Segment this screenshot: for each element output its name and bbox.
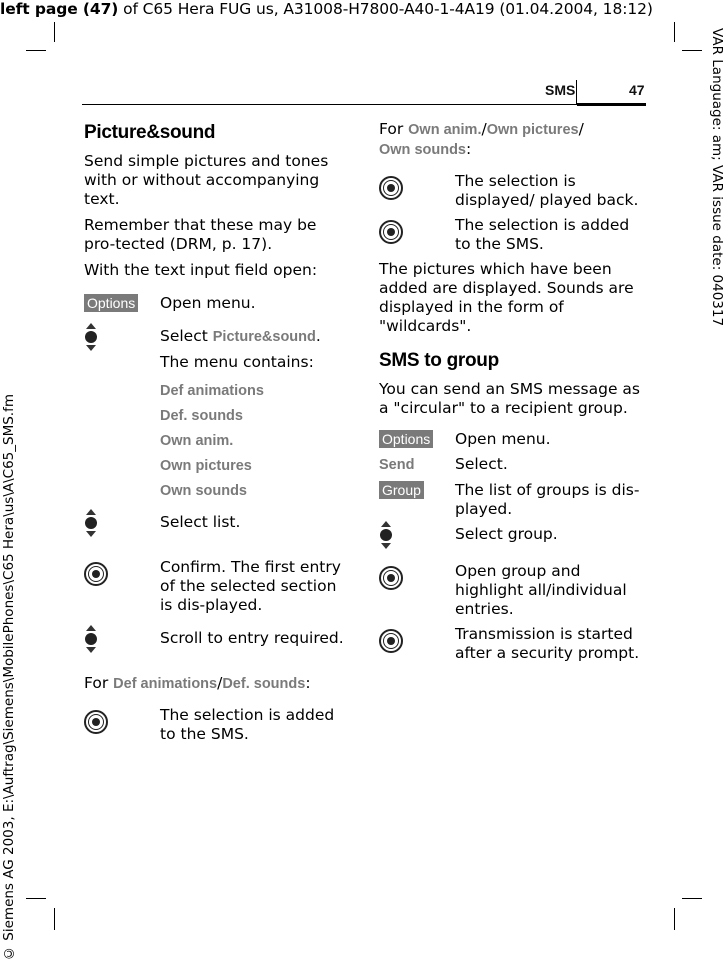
crop-mark xyxy=(674,22,675,42)
press-key-icon xyxy=(84,710,108,734)
menu-item: Own anim. xyxy=(160,433,234,449)
step-text: Select list. xyxy=(160,513,241,531)
step-text: Scroll to entry required. xyxy=(160,629,344,647)
navigation-key-icon xyxy=(84,323,98,353)
step-added xyxy=(84,706,352,744)
send-softkey: Send xyxy=(379,457,415,473)
step-text: Open menu. xyxy=(160,294,256,312)
group-softkey: Group xyxy=(379,481,424,499)
crop-mark xyxy=(54,22,55,42)
navigation-key-icon xyxy=(84,625,98,655)
separator: / xyxy=(481,120,487,138)
crop-mark xyxy=(674,908,675,930)
crop-mark xyxy=(682,50,702,51)
select-suffix: . xyxy=(315,327,321,345)
menu-ref: Own pictures xyxy=(486,122,579,138)
step-text: Open menu. xyxy=(455,430,551,448)
press-key-icon xyxy=(379,629,403,653)
step-added xyxy=(379,216,647,254)
step-text: Select. xyxy=(455,455,508,473)
file-info-line xyxy=(0,0,726,22)
step-text: Transmission is started after a security prompt. xyxy=(455,625,640,662)
options-softkey: Options xyxy=(84,294,138,312)
header-rule-thick xyxy=(577,103,646,106)
step-text: Open group and highlight all/individual entries. xyxy=(455,562,627,618)
navigation-key-icon xyxy=(84,509,98,539)
step-group xyxy=(379,481,647,519)
menu-ref: Def animations xyxy=(113,676,218,692)
for-prefix: For xyxy=(379,120,409,138)
var-language-note: VAR Language: am; VAR issue date: 040317 xyxy=(709,28,725,327)
header-divider xyxy=(576,80,577,104)
right-column xyxy=(379,120,647,669)
crop-mark xyxy=(54,908,55,930)
step-text: The selection is added to the SMS. xyxy=(160,706,335,743)
menu-ref: Own anim. xyxy=(408,122,482,138)
separator: / xyxy=(217,674,223,692)
copyright-path-note: © Siemens AG 2003, E:\Auftrag\Siemens\MobilePhones\C65 Hera\us\A\C65_SMS.fm xyxy=(1,394,17,961)
step-options xyxy=(379,430,647,449)
step-options xyxy=(84,294,352,313)
options-softkey: Options xyxy=(379,430,433,448)
for-suffix: : xyxy=(466,140,472,158)
circular-paragraph: You can send an SMS message as a "circular" to a recipient group. xyxy=(379,380,641,417)
step-text: The list of groups is dis-played. xyxy=(455,481,640,518)
menu-item: Def animations xyxy=(160,383,264,399)
step-select-group xyxy=(379,525,647,556)
select-prefix: Select xyxy=(160,327,213,345)
press-key-icon xyxy=(379,176,403,200)
menu-ref: Def. sounds xyxy=(222,676,306,692)
file-info-rest: of C65 Hera FUG us, A31008-H7800-A40-1-4A19 (01.04.2004, 18:12) xyxy=(118,0,653,18)
wildcards-paragraph: The pictures which have been added are displayed. Sounds are displayed in the form of "wildcards". xyxy=(379,260,634,335)
for-own-line xyxy=(379,120,647,160)
crop-mark xyxy=(682,898,702,899)
press-key-icon xyxy=(379,566,403,590)
sms-to-group-heading: SMS to group xyxy=(379,350,499,371)
intro-paragraph: Send simple pictures and tones with or without accompanying text. xyxy=(84,152,329,208)
menu-ref: Own sounds xyxy=(379,142,466,158)
step-transmission xyxy=(379,625,647,663)
crop-mark xyxy=(26,898,46,899)
text-input-paragraph: With the text input field open: xyxy=(84,261,318,279)
press-key-icon xyxy=(379,220,403,244)
picture-sound-heading: Picture&sound xyxy=(84,122,216,143)
step-text: Select group. xyxy=(455,525,558,543)
file-info-bold: left page (47) xyxy=(0,0,119,18)
step-select-list xyxy=(84,513,352,544)
step-displayed xyxy=(379,172,647,210)
running-header-section: SMS xyxy=(545,82,576,98)
crop-mark xyxy=(26,50,46,51)
separator: / xyxy=(578,120,584,138)
menu-item: Own sounds xyxy=(160,483,247,499)
step-text: The selection is added to the SMS. xyxy=(455,216,630,253)
step-confirm xyxy=(84,558,352,615)
press-key-icon xyxy=(84,562,108,586)
step-open-group xyxy=(379,562,647,619)
for-def-line xyxy=(84,674,352,694)
step-send xyxy=(379,455,647,475)
menu-item: Own pictures xyxy=(160,458,252,474)
step-scroll xyxy=(84,629,352,660)
step-text xyxy=(160,327,352,507)
step-text: The selection is displayed/ played back. xyxy=(455,172,639,209)
menu-ref: Picture&sound xyxy=(212,329,316,345)
step-select xyxy=(84,327,352,507)
page-number: 47 xyxy=(629,82,645,98)
step-text: Confirm. The first entry of the selected section is dis-played. xyxy=(160,558,341,614)
menu-contains-text: The menu contains: xyxy=(160,353,314,371)
navigation-key-icon xyxy=(379,521,393,551)
for-prefix: For xyxy=(84,674,114,692)
left-column xyxy=(84,120,352,750)
drm-paragraph: Remember that these may be pro-tected (DRM, p. 17). xyxy=(84,216,317,253)
header-rule xyxy=(82,104,577,105)
for-suffix: : xyxy=(305,674,311,692)
menu-item: Def. sounds xyxy=(160,408,243,424)
